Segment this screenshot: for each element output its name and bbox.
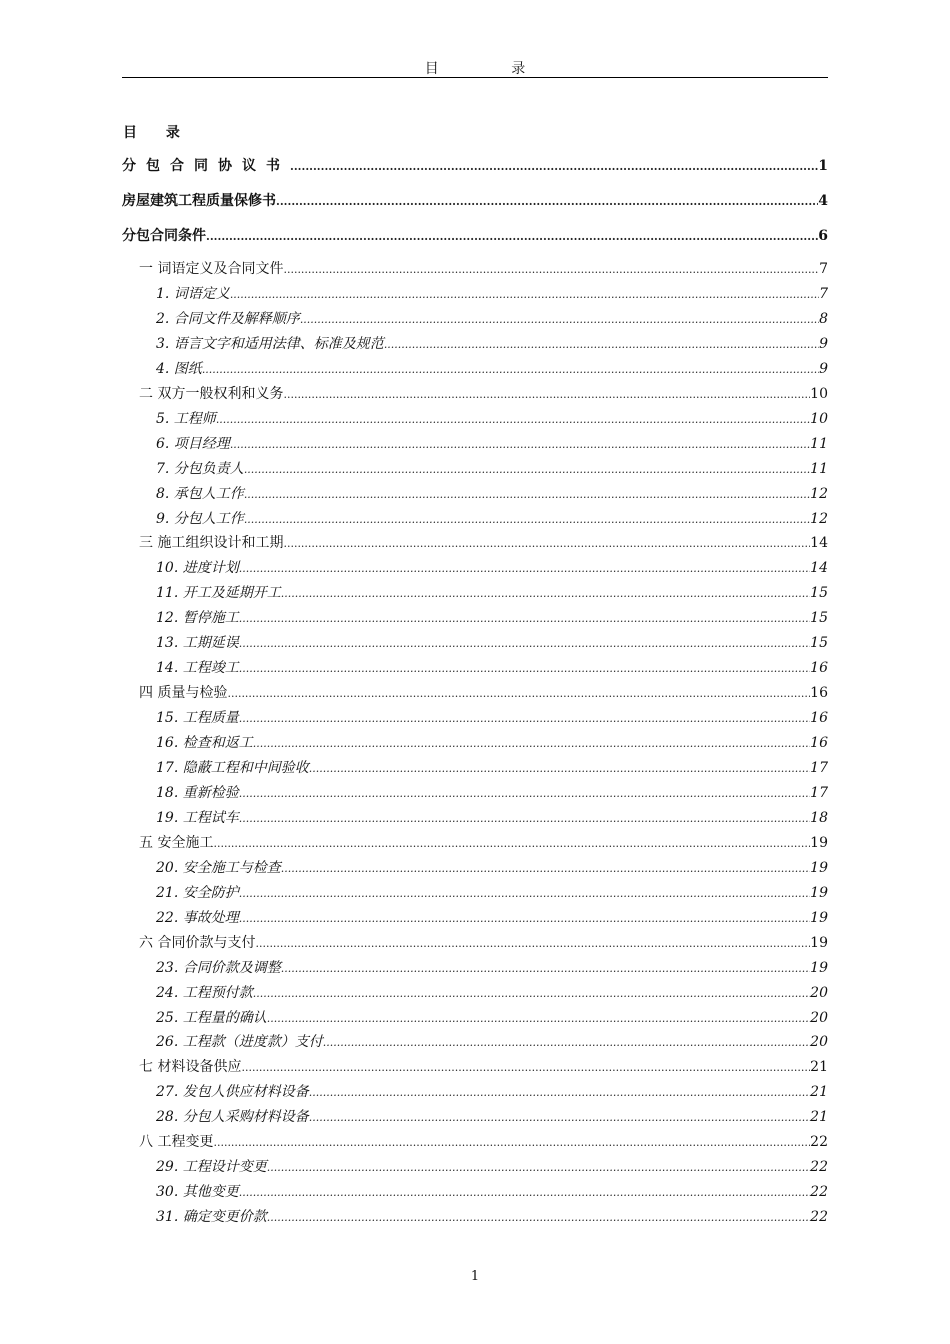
toc-clause-entry[interactable] bbox=[156, 508, 828, 530]
toc-entry-label: 5. 工程师 bbox=[156, 410, 216, 427]
toc-clause-entry[interactable] bbox=[156, 732, 828, 754]
toc-clause-entry[interactable] bbox=[156, 1031, 828, 1053]
toc-leader-dots bbox=[230, 433, 810, 455]
toc-entry-page: 22 bbox=[810, 1159, 828, 1176]
toc-entry-label: 8. 承包人工作 bbox=[156, 485, 244, 502]
toc-chapter-entry[interactable] bbox=[139, 932, 828, 954]
toc-clause-entry[interactable] bbox=[156, 1081, 828, 1103]
toc-entry-page: 7 bbox=[819, 261, 828, 277]
toc-entry-page: 21 bbox=[810, 1059, 828, 1076]
toc-clause-entry[interactable] bbox=[156, 907, 828, 929]
toc-entry-page: 10 bbox=[810, 410, 828, 427]
toc-entry-label: 1. 词语定义 bbox=[156, 285, 230, 302]
toc-leader-dots bbox=[281, 582, 810, 604]
toc-clause-entry[interactable] bbox=[156, 632, 828, 654]
toc-entry-label: 分包合同协议书 bbox=[122, 158, 290, 174]
toc-chapter-entry[interactable] bbox=[139, 383, 828, 405]
toc-clause-entry[interactable] bbox=[156, 657, 828, 679]
toc-entry-page: 17 bbox=[810, 760, 828, 776]
toc-clause-entry[interactable] bbox=[156, 283, 828, 305]
toc-clause-entry[interactable] bbox=[156, 807, 828, 829]
toc-leader-dots bbox=[255, 932, 810, 954]
toc-entry-label: 30. 其他变更 bbox=[156, 1184, 239, 1201]
toc-entry-page: 19 bbox=[810, 934, 828, 951]
toc-clause-entry[interactable] bbox=[156, 358, 828, 380]
toc-title: 目 录 bbox=[123, 125, 192, 141]
toc-entry-page: 15 bbox=[810, 585, 828, 602]
toc-leader-dots bbox=[244, 458, 810, 480]
toc-clause-entry[interactable] bbox=[156, 582, 828, 604]
toc-chapter-entry[interactable] bbox=[139, 258, 828, 280]
toc-entry-label: 17. 隐蔽工程和中间验收 bbox=[156, 760, 309, 776]
toc-clause-entry[interactable] bbox=[156, 707, 828, 729]
toc-leader-dots bbox=[239, 707, 810, 729]
toc-entry-label: 23. 合同价款及调整 bbox=[156, 959, 281, 976]
toc-clause-entry[interactable] bbox=[156, 433, 828, 455]
toc-clause-entry[interactable] bbox=[156, 1156, 828, 1178]
toc-leader-dots bbox=[206, 225, 818, 247]
toc-entry-page: 10 bbox=[810, 385, 828, 402]
toc-entry-page: 16 bbox=[810, 735, 828, 752]
toc-entry-page: 19 bbox=[810, 959, 828, 976]
toc-clause-entry[interactable] bbox=[156, 483, 828, 505]
toc-leader-dots bbox=[227, 682, 810, 704]
toc-leader-dots bbox=[267, 1007, 810, 1029]
toc-leader-dots bbox=[239, 557, 810, 579]
toc-clause-entry[interactable] bbox=[156, 1181, 828, 1203]
toc-entry-page: 4 bbox=[818, 193, 828, 209]
toc-entry-page: 20 bbox=[810, 984, 828, 1001]
toc-entry-label: 三 施工组织设计和工期 bbox=[139, 535, 284, 552]
toc-chapter-entry[interactable] bbox=[139, 1131, 828, 1153]
toc-leader-dots bbox=[283, 532, 810, 554]
toc-entry-label: 28. 分包人采购材料设备 bbox=[156, 1109, 309, 1126]
toc-chapter-entry[interactable] bbox=[139, 682, 828, 704]
toc-leader-dots bbox=[216, 408, 810, 430]
toc-entry-page: 21 bbox=[810, 1084, 828, 1101]
toc-entry-label: 13. 工期延误 bbox=[156, 635, 239, 652]
toc-leader-dots bbox=[253, 732, 810, 754]
toc-entry-label: 一 词语定义及合同文件 bbox=[139, 261, 284, 277]
toc-clause-entry[interactable] bbox=[156, 333, 828, 355]
toc-entry-page: 12 bbox=[810, 485, 828, 502]
toc-leader-dots bbox=[267, 1206, 810, 1228]
toc-leader-dots bbox=[323, 1031, 810, 1053]
toc-entry-label: 4. 图纸 bbox=[156, 360, 202, 377]
toc-entry-label: 12. 暂停施工 bbox=[156, 610, 239, 627]
toc-leader-dots bbox=[309, 1081, 810, 1103]
toc-entry-page: 22 bbox=[810, 1184, 828, 1201]
toc-leader-dots bbox=[290, 155, 818, 177]
toc-entry-page: 9 bbox=[819, 335, 828, 352]
toc-chapter-entry[interactable] bbox=[139, 532, 828, 554]
toc-entry-page: 14 bbox=[810, 560, 828, 577]
toc-clause-entry[interactable] bbox=[156, 982, 828, 1004]
toc-entry-label: 25. 工程量的确认 bbox=[156, 1009, 267, 1026]
toc-leader-dots bbox=[309, 1106, 810, 1128]
toc-leader-dots bbox=[239, 882, 810, 904]
toc-clause-entry[interactable] bbox=[156, 308, 828, 330]
toc-entry-label: 29. 工程设计变更 bbox=[156, 1159, 267, 1176]
toc-clause-entry[interactable] bbox=[156, 782, 828, 804]
toc-clause-entry[interactable] bbox=[156, 957, 828, 979]
toc-clause-entry[interactable] bbox=[156, 408, 828, 430]
toc-leader-dots bbox=[244, 483, 810, 505]
toc-entry-page: 20 bbox=[810, 1034, 828, 1051]
toc-entry-label: 六 合同价款与支付 bbox=[139, 934, 256, 951]
toc-leader-dots bbox=[281, 957, 810, 979]
toc-leader-dots bbox=[244, 508, 810, 530]
toc-entry-page: 12 bbox=[810, 510, 828, 527]
toc-leader-dots bbox=[253, 982, 810, 1004]
toc-clause-entry[interactable] bbox=[156, 882, 828, 904]
toc-entry-label: 16. 检查和返工 bbox=[156, 735, 253, 752]
toc-entry-page: 15 bbox=[810, 610, 828, 627]
toc-leader-dots bbox=[283, 258, 819, 280]
toc-entry-page: 1 bbox=[818, 158, 828, 174]
toc-leader-dots bbox=[239, 657, 810, 679]
toc-entry-page: 9 bbox=[819, 360, 828, 377]
toc-entry-label: 11. 开工及延期开工 bbox=[156, 585, 281, 602]
toc-leader-dots bbox=[239, 807, 810, 829]
toc-leader-dots bbox=[213, 1131, 810, 1153]
toc-leader-dots bbox=[239, 1181, 810, 1203]
toc-leader-dots bbox=[230, 283, 819, 305]
toc-leader-dots bbox=[300, 308, 819, 330]
toc-entry-label: 19. 工程试车 bbox=[156, 809, 239, 826]
toc-clause-entry[interactable] bbox=[156, 607, 828, 629]
toc-section-entry[interactable] bbox=[122, 155, 828, 177]
toc-entry-page: 18 bbox=[810, 809, 828, 826]
toc-entry-label: 20. 安全施工与检查 bbox=[156, 859, 281, 876]
toc-leader-dots bbox=[239, 782, 810, 804]
toc-chapter-entry[interactable] bbox=[139, 1056, 828, 1078]
toc-entry-label: 18. 重新检验 bbox=[156, 784, 239, 801]
toc-leader-dots bbox=[267, 1156, 810, 1178]
toc-clause-entry[interactable] bbox=[156, 1206, 828, 1228]
toc-entry-label: 24. 工程预付款 bbox=[156, 984, 253, 1001]
toc-clause-entry[interactable] bbox=[156, 1106, 828, 1128]
toc-entry-page: 19 bbox=[810, 884, 828, 901]
toc-entry-label: 分包合同条件 bbox=[122, 228, 206, 244]
toc-leader-dots bbox=[281, 857, 810, 879]
page-number: 1 bbox=[470, 1269, 480, 1284]
toc-entry-page: 11 bbox=[810, 460, 828, 477]
toc-entry-label: 26. 工程款（进度款）支付 bbox=[156, 1034, 323, 1051]
toc-entry-label: 31. 确定变更价款 bbox=[156, 1209, 267, 1226]
toc-section-entry[interactable] bbox=[122, 225, 828, 247]
toc-entry-page: 22 bbox=[810, 1134, 828, 1151]
toc-entry-page: 19 bbox=[810, 859, 828, 876]
toc-entry-label: 3. 语言文字和适用法律、标准及规范 bbox=[156, 335, 384, 352]
toc-leader-dots bbox=[239, 632, 810, 654]
toc-entry-page: 15 bbox=[810, 635, 828, 652]
toc-leader-dots bbox=[202, 358, 819, 380]
toc-entry-page: 19 bbox=[810, 834, 828, 851]
toc-entry-label: 房屋建筑工程质量保修书 bbox=[122, 193, 276, 209]
toc-entry-label: 14. 工程竣工 bbox=[156, 660, 239, 677]
toc-entry-page: 16 bbox=[810, 685, 828, 702]
toc-entry-page: 11 bbox=[810, 435, 828, 452]
toc-clause-entry[interactable] bbox=[156, 458, 828, 480]
toc-entry-label: 五 安全施工 bbox=[139, 834, 214, 851]
toc-chapter-entry[interactable] bbox=[139, 832, 828, 854]
toc-entry-label: 22. 事故处理 bbox=[156, 909, 239, 926]
toc-leader-dots bbox=[241, 1056, 810, 1078]
toc-leader-dots bbox=[309, 757, 810, 779]
toc-entry-label: 二 双方一般权利和义务 bbox=[139, 385, 284, 402]
toc-leader-dots bbox=[384, 333, 819, 355]
toc-entry-page: 14 bbox=[810, 535, 828, 552]
toc-entry-page: 22 bbox=[810, 1209, 828, 1226]
toc-entry-label: 四 质量与检验 bbox=[139, 685, 228, 702]
toc-entry-label: 15. 工程质量 bbox=[156, 710, 239, 727]
toc-leader-dots bbox=[283, 383, 810, 405]
toc-leader-dots bbox=[213, 832, 810, 854]
toc-clause-entry[interactable] bbox=[156, 557, 828, 579]
toc-entry-label: 八 工程变更 bbox=[139, 1134, 214, 1151]
toc-entry-page: 16 bbox=[810, 660, 828, 677]
toc-entry-page: 19 bbox=[810, 909, 828, 926]
toc-entry-label: 2. 合同文件及解释顺序 bbox=[156, 310, 300, 327]
toc-entry-label: 21. 安全防护 bbox=[156, 884, 239, 901]
toc-entry-page: 6 bbox=[818, 228, 828, 244]
toc-entry-page: 16 bbox=[810, 710, 828, 727]
toc-entry-label: 7. 分包负责人 bbox=[156, 460, 244, 477]
toc-entry-label: 七 材料设备供应 bbox=[139, 1059, 242, 1076]
toc-leader-dots bbox=[239, 907, 810, 929]
toc-entry-page: 7 bbox=[819, 285, 828, 302]
toc-entry-page: 17 bbox=[810, 784, 828, 801]
toc-section-entry[interactable] bbox=[122, 190, 828, 212]
toc-entry-page: 8 bbox=[819, 310, 828, 327]
toc-entry-label: 10. 进度计划 bbox=[156, 560, 239, 577]
toc-clause-entry[interactable] bbox=[156, 857, 828, 879]
toc-entry-page: 21 bbox=[810, 1109, 828, 1126]
header-title: 目 录 bbox=[424, 61, 560, 77]
toc-leader-dots bbox=[276, 190, 818, 212]
toc-entry-label: 6. 项目经理 bbox=[156, 435, 230, 452]
toc-clause-entry[interactable] bbox=[156, 757, 828, 779]
toc-clause-entry[interactable] bbox=[156, 1007, 828, 1029]
toc-leader-dots bbox=[239, 607, 810, 629]
toc-entry-label: 9. 分包人工作 bbox=[156, 510, 244, 527]
toc-entry-page: 20 bbox=[810, 1009, 828, 1026]
toc-entry-label: 27. 发包人供应材料设备 bbox=[156, 1084, 309, 1101]
